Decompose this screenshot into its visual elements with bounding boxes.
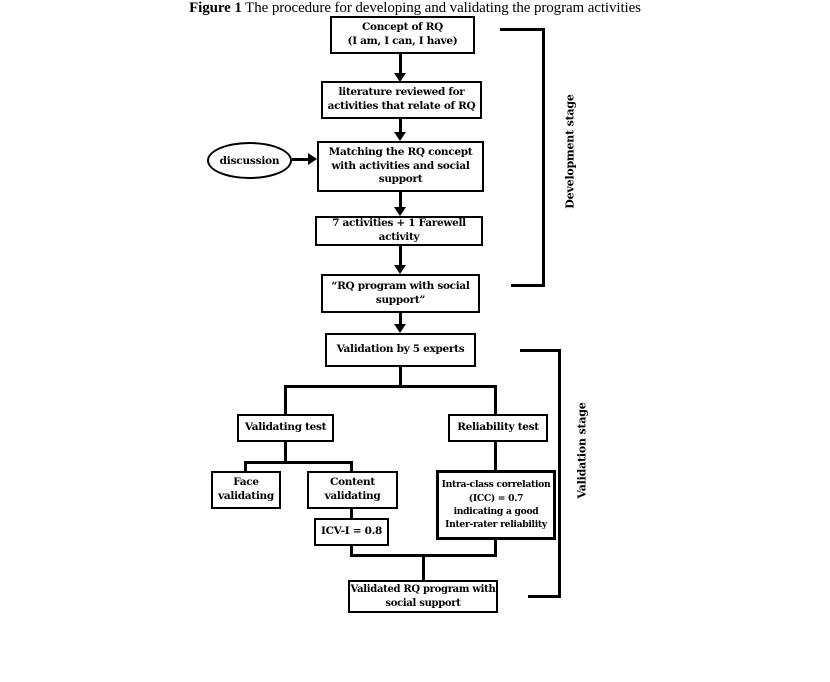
node-reliability-test	[448, 414, 548, 442]
connector-to-validated	[422, 554, 425, 580]
arrowhead-down-icon	[394, 207, 406, 216]
node-icc	[436, 470, 556, 540]
node-text: ICV-I = 0.8	[321, 525, 382, 538]
node-text: Intra-class correlation	[441, 479, 551, 491]
node-text: support”	[375, 293, 426, 306]
node-text: Concept of RQ	[361, 21, 444, 34]
development-bracket-top	[500, 28, 545, 31]
node-text: Validation by 5 experts	[336, 343, 465, 356]
node-face-validating	[211, 471, 281, 509]
node-text: indicating a good	[453, 506, 539, 517]
node-text: Content	[330, 476, 375, 489]
connector-experts-down	[399, 366, 402, 386]
node-discussion-ellipse	[207, 142, 292, 179]
arrow-activities-to-program	[399, 246, 402, 266]
arrowhead-down-icon	[394, 324, 406, 333]
connector-content-to-icv	[350, 509, 353, 518]
node-validating-test	[237, 414, 334, 442]
node-text: “RQ program with social	[331, 279, 470, 292]
development-bracket-bottom	[511, 284, 545, 287]
node-text: Reliability test	[457, 421, 539, 434]
connector-split-validating	[244, 461, 353, 464]
node-text: validating	[324, 490, 381, 502]
node-text: with activities and social	[331, 159, 470, 172]
connector-to-validating-test	[284, 385, 287, 414]
figure-caption-text: The procedure for developing and validating the program activities	[241, 0, 641, 16]
node-text: Validated RQ program with	[350, 584, 496, 596]
figure-caption-label: Figure 1	[189, 0, 242, 16]
node-text: (ICC) = 0.7	[468, 492, 524, 504]
connector-split-top	[284, 385, 497, 388]
node-text: discussion	[219, 154, 280, 167]
node-validation-by-experts	[325, 333, 476, 367]
validation-bracket-bottom	[528, 595, 561, 598]
figure-caption	[0, 0, 830, 17]
development-bracket-side	[542, 28, 545, 287]
node-text: social support	[385, 597, 461, 609]
node-icv	[314, 518, 389, 546]
node-rq-program	[321, 274, 480, 313]
node-concept-of-rq	[330, 16, 475, 54]
arrowhead-down-icon	[394, 132, 406, 141]
node-text: support	[378, 173, 423, 186]
node-text: Matching the RQ concept	[328, 145, 473, 158]
node-content-validating	[307, 471, 398, 509]
connector-reliability-to-icc	[494, 442, 497, 470]
node-literature-reviewed	[321, 81, 482, 119]
node-text: validating	[218, 490, 274, 502]
validation-stage-label: Validation stage	[575, 402, 589, 499]
node-7-activities	[315, 216, 483, 246]
node-text: Inter-rater reliability	[445, 519, 547, 531]
node-text: Face	[233, 476, 259, 489]
validation-bracket-top	[520, 349, 561, 352]
connector-to-content	[350, 461, 353, 471]
node-matching-rq-concept	[317, 141, 484, 192]
node-text: 7 activities + 1 Farewell	[332, 217, 466, 230]
node-text: (I am, I can, I have)	[347, 35, 458, 47]
arrowhead-down-icon	[394, 265, 406, 274]
node-validated-rq-program	[348, 580, 498, 613]
validation-bracket-side	[558, 349, 561, 598]
arrowhead-down-icon	[394, 73, 406, 82]
arrowhead-right-icon	[308, 153, 317, 165]
arrow-discussion-to-matching	[292, 158, 309, 161]
node-text: activities that relate of RQ	[327, 100, 476, 112]
node-text: Validating test	[244, 421, 327, 434]
arrow-matching-to-activities	[399, 192, 402, 208]
connector-validating-down	[284, 442, 287, 463]
arrow-concept-to-literature	[399, 53, 402, 74]
node-text: literature reviewed for	[338, 86, 465, 99]
development-stage-label: Development stage	[563, 94, 577, 209]
connector-to-reliability-test	[494, 385, 497, 414]
node-text: activity	[378, 231, 420, 243]
connector-to-face	[244, 461, 247, 471]
